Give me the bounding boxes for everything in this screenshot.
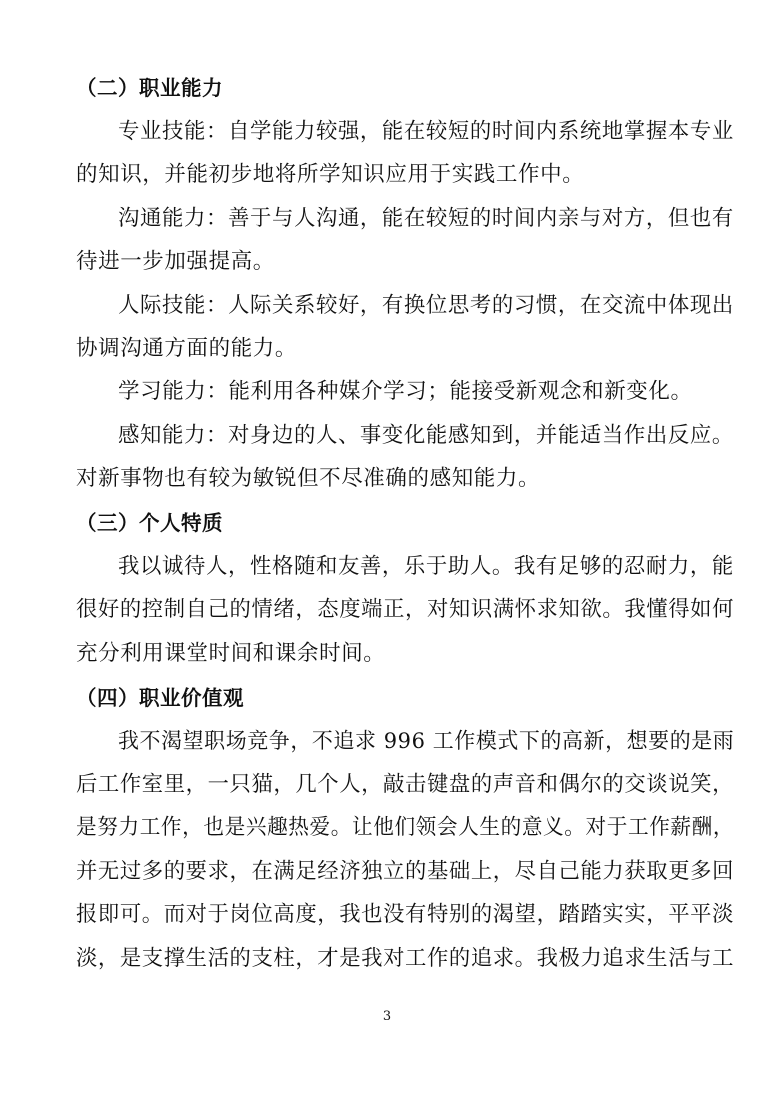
paragraph-line: 是努力工作，也是兴趣热爱。让他们领会人生的意义。对于工作薪酬， [76,815,735,840]
paragraph-line: 对新事物也有较为敏锐但不尽准确的感知能力。 [76,466,541,491]
page-number: 3 [382,1009,392,1024]
paragraph-line: 的知识，并能初步地将所学知识应用于实践工作中。 [76,162,585,187]
paragraph-line: 后工作室里，一只猫，几个人，敲击键盘的声音和偶尔的交谈说笑， [76,772,735,797]
paragraph-line: 充分利用课堂时间和课余时间。 [76,641,386,666]
paragraph-line: 人际技能：人际关系较好，有换位思考的习惯，在交流中体现出 [118,293,734,318]
paragraph-line: 沟通能力：善于与人沟通，能在较短的时间内亲与对方，但也有 [118,206,734,231]
paragraph-line: 待进一步加强提高。 [76,249,275,274]
paragraph-line: 我不渴望职场竞争，不追求 996 工作模式下的高新，想要的是雨 [118,729,735,754]
section-heading-values: （四）职业价值观 [76,686,244,710]
paragraph-line: 并无过多的要求，在满足经济独立的基础上，尽自己能力获取更多回 [76,859,735,884]
section-heading-ability: （二）职业能力 [76,76,223,100]
paragraph-line: 学习能力：能利用各种媒介学习；能接受新观念和新变化。 [118,379,693,404]
paragraph-line: 专业技能：自学能力较强，能在较短的时间内系统地掌握本专业 [118,119,734,144]
paragraph-line: 很好的控制自己的情绪，态度端正，对知识满怀求知欲。我懂得如何 [76,597,735,622]
paragraph-line: 协调沟通方面的能力。 [76,336,298,361]
paragraph-line: 感知能力：对身边的人、事变化能感知到，并能适当作出反应。 [118,423,734,448]
paragraph-line: 淡，是支撑生活的支柱，才是我对工作的追求。我极力追求生活与工 [76,946,735,971]
section-heading-traits: （三）个人特质 [76,511,223,535]
paragraph-line: 我以诚待人，性格随和友善，乐于助人。我有足够的忍耐力，能 [118,554,734,579]
paragraph-line: 报即可。而对于岗位高度，我也没有特别的渴望，踏踏实实，平平淡 [76,902,735,927]
